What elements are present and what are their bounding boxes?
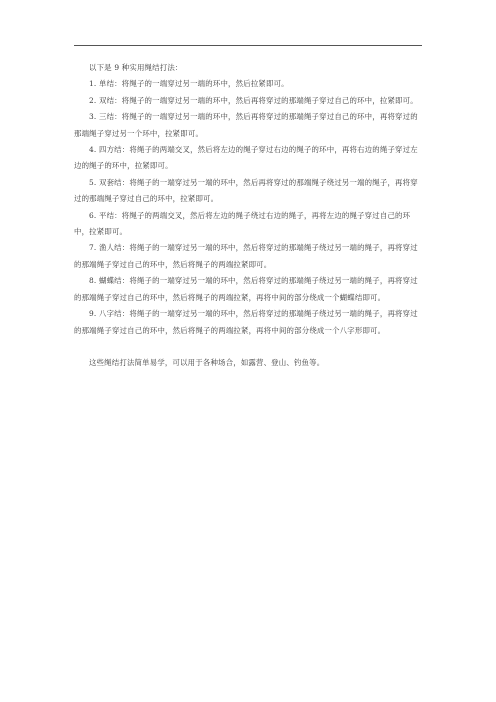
header-rule <box>74 45 422 46</box>
knot-item-3: 3. 三结：将绳子的一端穿过另一端的环中，然后再将穿过的那端绳子穿过自己的环中，再将穿过的那端绳子穿过另一个环中，拉紧即可。 <box>74 112 418 138</box>
closing-paragraph: 这些绳结打法简单易学，可以用于各种场合，如露营、登山、钓鱼等。 <box>89 357 325 367</box>
knot-item-6: 6. 平结：将绳子的两端交叉，然后将左边的绳子绕过右边的绳子，再将左边的绳子穿过自己的环中，拉紧即可。 <box>74 210 411 237</box>
knot-item-1: 1. 单结：将绳子的一端穿过另一端的环中，然后拉紧即可。 <box>89 79 289 89</box>
document-body <box>74 60 422 371</box>
knot-item-8: 8. 蝴蝶结：将绳子的一端穿过另一端的环中，然后将穿过的那端绳子绕过另一端的绳子，再将穿过的那端绳子穿过自己的环中，然后将绳子的两端拉紧，再将中间的部分绕成一个蝴蝶结即可。 <box>74 276 418 302</box>
intro-paragraph: 以下是 9 种实用绳结打法： <box>89 63 183 72</box>
knot-item-7: 7. 渔人结：将绳子的一端穿过另一端的环中，然后将穿过的那端绳子绕过另一端的绳子，再将穿过的那端绳子穿过自己的环中，然后将绳子的两端拉紧即可。 <box>74 243 418 269</box>
knot-item-9: 9. 八字结：将绳子的一端穿过另一端的环中，然后将穿过的那端绳子绕过另一端的绳子，再将穿过的那端绳子穿过自己的环中，然后将绳子的两端拉紧，再将中间的部分绕成一个八字形即可。 <box>74 309 418 335</box>
knot-item-5: 5. 双套结：将绳子的一端穿过另一端的环中，然后再将穿过的那端绳子绕过另一端的绳子，再将穿过的那端绳子穿过自己的环中，拉紧即可。 <box>74 177 418 204</box>
knot-item-2: 2. 双结：将绳子的一端穿过另一端的环中，然后再将穿过的那端绳子穿过自己的环中，拉紧即可。 <box>89 95 418 105</box>
knot-item-4: 4. 四方结：将绳子的两端交叉，然后将左边的绳子穿过右边的绳子的环中，再将右边的绳子穿过左边的绳子的环中，拉紧即可。 <box>74 145 418 171</box>
